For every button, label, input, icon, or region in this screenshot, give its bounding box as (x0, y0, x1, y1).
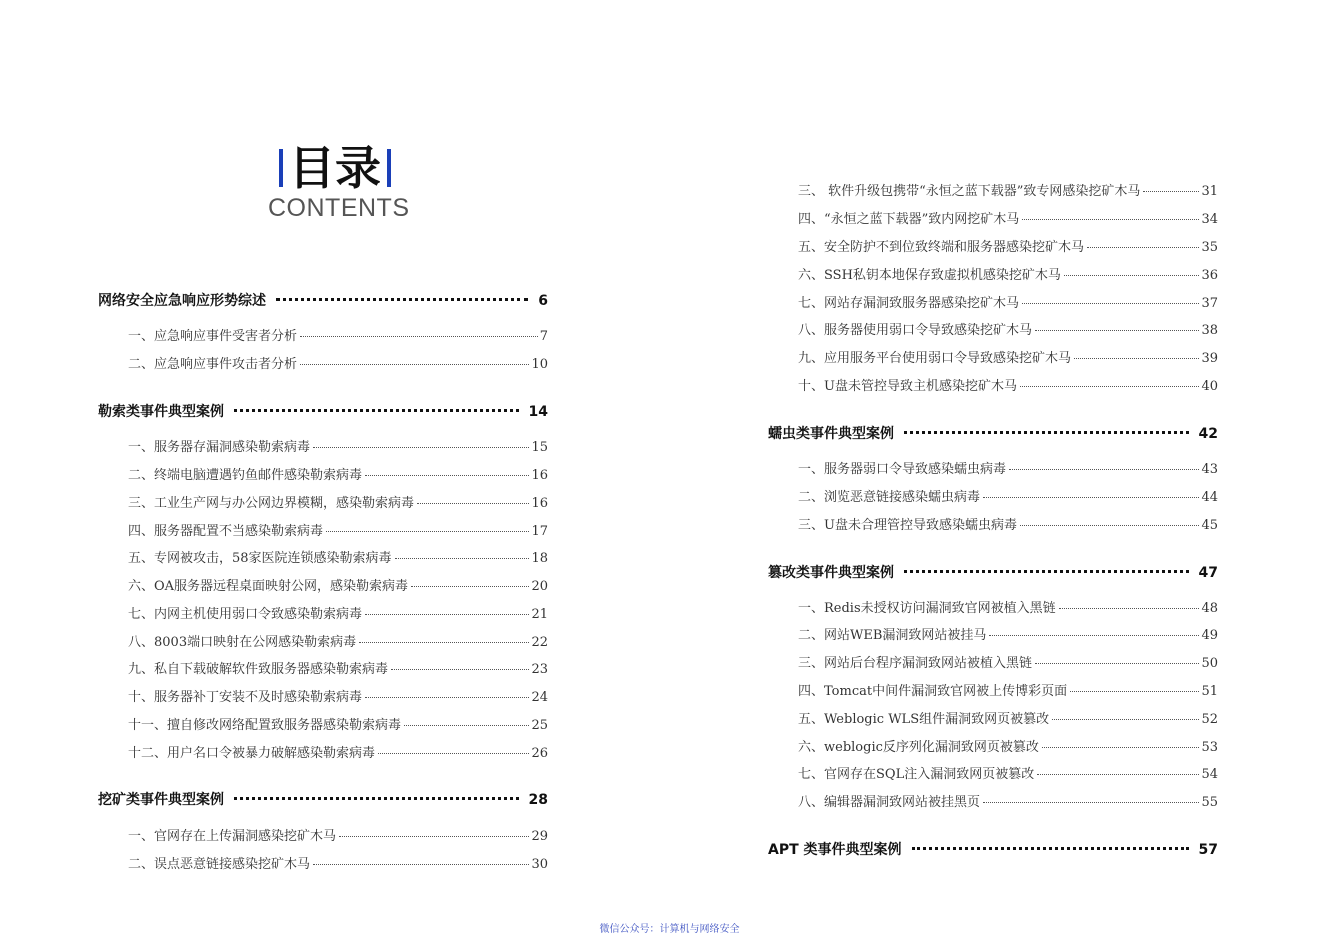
toc-item-entry[interactable] (98, 464, 548, 483)
toc-item-entry[interactable] (768, 597, 1218, 616)
dot-leader (983, 802, 1199, 803)
toc-title (268, 140, 402, 196)
page-number: 34 (1201, 212, 1218, 227)
toc-item-entry[interactable] (98, 825, 548, 844)
item-title: 二、终端电脑遭遇钓鱼邮件感染勒索病毒 (128, 468, 363, 483)
item-title: 八、8003端口映射在公网感染勒索病毒 (128, 635, 357, 650)
item-title: 五、专网被攻击，58家医院连锁感染勒索病毒 (128, 551, 392, 566)
item-title: 二、误点恶意链接感染挖矿木马 (128, 857, 311, 872)
dot-leader (326, 531, 529, 532)
toc-item-entry[interactable] (98, 853, 548, 872)
toc-title-en: CONTENTS (268, 194, 410, 222)
page-number: 47 (1198, 565, 1218, 581)
dot-leader (417, 503, 529, 504)
toc-item-entry[interactable] (768, 486, 1218, 505)
item-title: 三、U盘未合理管控导致感染蠕虫病毒 (798, 518, 1017, 533)
item-title: 九、应用服务平台使用弱口令导致感染挖矿木马 (798, 351, 1072, 366)
toc-item-entry[interactable] (768, 624, 1218, 643)
dot-leader (1035, 663, 1199, 664)
page-number: 28 (528, 792, 548, 808)
page-number: 18 (531, 551, 548, 566)
section-title: 网络安全应急响应形势综述 (98, 293, 266, 309)
dot-leader (1035, 330, 1199, 331)
item-title: 一、官网存在上传漏洞感染挖矿木马 (128, 829, 337, 844)
item-title: 七、官网存在SQL注入漏洞致网页被篡改 (798, 767, 1035, 782)
toc-item-entry[interactable] (98, 714, 548, 733)
page-number: 35 (1201, 240, 1218, 255)
page-number: 51 (1201, 684, 1218, 699)
dot-leader (912, 847, 1189, 850)
title-left-bar (279, 149, 283, 187)
toc-section-entry[interactable] (768, 562, 1218, 582)
toc-item-entry[interactable] (98, 575, 548, 594)
toc-item-entry[interactable] (98, 686, 548, 705)
dot-leader (1052, 719, 1199, 720)
dot-leader (234, 409, 519, 412)
section-title: 挖矿类事件典型案例 (98, 792, 224, 808)
page-number: 57 (1198, 842, 1218, 858)
dot-leader (359, 642, 529, 643)
toc-item-entry[interactable] (98, 603, 548, 622)
dot-leader (1059, 608, 1200, 609)
page-number: 22 (531, 635, 548, 650)
toc-item-entry[interactable] (768, 347, 1218, 366)
item-title: 十一、擅自修改网络配置致服务器感染勒索病毒 (128, 718, 402, 733)
item-title: 二、应急响应事件攻击者分析 (128, 357, 298, 372)
dot-leader (1022, 219, 1199, 220)
page-number: 24 (531, 690, 548, 705)
toc-item-entry[interactable] (768, 319, 1218, 338)
page-number: 30 (531, 857, 548, 872)
dot-leader (300, 364, 529, 365)
page-number: 55 (1201, 795, 1218, 810)
page-number: 25 (531, 718, 548, 733)
toc-item-entry[interactable] (768, 180, 1218, 199)
dot-leader (313, 447, 529, 448)
page-number: 48 (1201, 601, 1218, 616)
dot-leader (1064, 275, 1200, 276)
dot-leader (1037, 774, 1199, 775)
dot-leader (276, 298, 528, 301)
page-number: 39 (1201, 351, 1218, 366)
dot-leader (1087, 247, 1199, 248)
toc-section-entry[interactable] (98, 401, 548, 421)
dot-leader (1143, 191, 1199, 192)
dot-leader (313, 864, 529, 865)
toc-item-entry[interactable] (98, 631, 548, 650)
dot-leader (300, 336, 538, 337)
page-number: 38 (1201, 323, 1218, 338)
item-title: 四、服务器配置不当感染勒索病毒 (128, 524, 324, 539)
page-number: 54 (1201, 767, 1218, 782)
toc-item-entry[interactable] (768, 514, 1218, 533)
page-number: 40 (1201, 379, 1218, 394)
toc-item-entry[interactable] (98, 436, 548, 455)
section-title: 蠕虫类事件典型案例 (768, 426, 894, 442)
page-number: 52 (1201, 712, 1218, 727)
page-number: 50 (1201, 656, 1218, 671)
item-title: 一、应急响应事件受害者分析 (128, 329, 298, 344)
page-number: 37 (1201, 296, 1218, 311)
item-title: 四、“永恒之蓝下载器”致内网挖矿木马 (798, 212, 1020, 227)
dot-leader (1022, 303, 1199, 304)
item-title: 八、编辑器漏洞致网站被挂黑页 (798, 795, 981, 810)
item-title: 五、Weblogic WLS组件漏洞致网页被篡改 (798, 712, 1050, 727)
dot-leader (1009, 469, 1199, 470)
page-number: 26 (531, 746, 548, 761)
toc-item-entry[interactable] (98, 742, 548, 761)
page-number: 14 (528, 404, 548, 420)
dot-leader (365, 475, 529, 476)
toc-item-entry[interactable] (768, 680, 1218, 699)
dot-leader (1020, 386, 1199, 387)
toc-item-entry[interactable] (768, 763, 1218, 782)
page-number: 44 (1201, 490, 1218, 505)
page-number: 16 (531, 468, 548, 483)
item-title: 三、工业生产网与办公网边界模糊，感染勒索病毒 (128, 496, 415, 511)
item-title: 二、浏览恶意链接感染蠕虫病毒 (798, 490, 981, 505)
dot-leader (404, 725, 529, 726)
dot-leader (365, 697, 529, 698)
toc-item-entry[interactable] (768, 375, 1218, 394)
item-title: 三、网站后台程序漏洞致网站被植入黑链 (798, 656, 1033, 671)
page-number: 16 (531, 496, 548, 511)
title-right-bar (387, 149, 391, 187)
item-title: 六、SSH私钥本地保存致虚拟机感染挖矿木马 (798, 268, 1061, 283)
dot-leader (904, 431, 1189, 434)
dot-leader (234, 797, 519, 800)
item-title: 六、weblogic反序列化漏洞致网页被篡改 (798, 740, 1039, 755)
section-title: 篡改类事件典型案例 (768, 565, 894, 581)
toc-item-entry[interactable] (98, 353, 548, 372)
item-title: 一、Redis未授权访问漏洞致官网被植入黑链 (798, 601, 1056, 616)
page-number: 45 (1201, 518, 1218, 533)
item-title: 一、服务器弱口令导致感染蠕虫病毒 (798, 462, 1007, 477)
item-title: 二、网站WEB漏洞致网站被挂马 (798, 628, 987, 643)
toc-item-entry[interactable] (768, 264, 1218, 283)
toc-item-entry[interactable] (98, 547, 548, 566)
page-number: 20 (531, 579, 548, 594)
dot-leader (365, 614, 529, 615)
section-title: 勒索类事件典型案例 (98, 404, 224, 420)
page-number: 29 (531, 829, 548, 844)
item-title: 十、U盘未管控导致主机感染挖矿木马 (798, 379, 1017, 394)
page-number: 7 (539, 329, 548, 344)
toc-item-entry[interactable] (98, 325, 548, 344)
dot-leader (395, 558, 530, 559)
page-number: 6 (538, 293, 548, 309)
toc-item-entry[interactable] (768, 791, 1218, 810)
page-number: 36 (1201, 268, 1218, 283)
dot-leader (1042, 747, 1200, 748)
toc-item-entry[interactable] (768, 708, 1218, 727)
toc-title-block (268, 140, 410, 223)
dot-leader (904, 570, 1189, 573)
dot-leader (378, 753, 529, 754)
item-title: 九、私自下载破解软件致服务器感染勒索病毒 (128, 662, 389, 677)
toc-section-entry[interactable] (768, 423, 1218, 443)
page-number: 42 (1198, 426, 1218, 442)
dot-leader (983, 497, 1199, 498)
page-number: 31 (1201, 184, 1218, 199)
page-number: 17 (531, 524, 548, 539)
toc-section-entry[interactable] (768, 839, 1218, 859)
dot-leader (1074, 358, 1199, 359)
dot-leader (339, 836, 529, 837)
item-title: 十、服务器补丁安装不及时感染勒索病毒 (128, 690, 363, 705)
toc-section-entry[interactable] (98, 789, 548, 809)
page-number: 21 (531, 607, 548, 622)
toc-item-entry[interactable] (768, 292, 1218, 311)
toc-item-entry[interactable] (768, 652, 1218, 671)
toc-section-entry[interactable] (98, 290, 548, 310)
dot-leader (391, 669, 529, 670)
dot-leader (411, 586, 529, 587)
item-title: 三、 软件升级包携带“永恒之蓝下载器”致专网感染挖矿木马 (798, 184, 1141, 199)
toc-item-entry[interactable] (768, 236, 1218, 255)
page-number: 49 (1201, 628, 1218, 643)
page-number: 15 (531, 440, 548, 455)
page-number: 43 (1201, 462, 1218, 477)
section-title: APT 类事件典型案例 (768, 842, 902, 858)
footer-credit: 微信公众号：计算机与网络安全 (599, 924, 740, 935)
item-title: 七、内网主机使用弱口令致感染勒索病毒 (128, 607, 363, 622)
item-title: 七、网站存漏洞致服务器感染挖矿木马 (798, 296, 1020, 311)
toc-title-zh: 目录 (289, 141, 381, 195)
page-number: 10 (531, 357, 548, 372)
item-title: 五、安全防护不到位致终端和服务器感染挖矿木马 (798, 240, 1085, 255)
dot-leader (1020, 525, 1199, 526)
page-number: 23 (531, 662, 548, 677)
toc-item-entry[interactable] (98, 658, 548, 677)
toc-item-entry[interactable] (98, 492, 548, 511)
page-number: 53 (1201, 740, 1218, 755)
item-title: 四、Tomcat中间件漏洞致官网被上传博彩页面 (798, 684, 1068, 699)
item-title: 八、服务器使用弱口令导致感染挖矿木马 (798, 323, 1033, 338)
item-title: 一、服务器存漏洞感染勒索病毒 (128, 440, 311, 455)
dot-leader (989, 635, 1199, 636)
dot-leader (1070, 691, 1199, 692)
item-title: 六、OA服务器远程桌面映射公网，感染勒索病毒 (128, 579, 409, 594)
toc-item-entry[interactable] (768, 458, 1218, 477)
toc-item-entry[interactable] (98, 520, 548, 539)
toc-item-entry[interactable] (768, 208, 1218, 227)
toc-item-entry[interactable] (768, 736, 1218, 755)
item-title: 十二、用户名口令被暴力破解感染勒索病毒 (128, 746, 376, 761)
